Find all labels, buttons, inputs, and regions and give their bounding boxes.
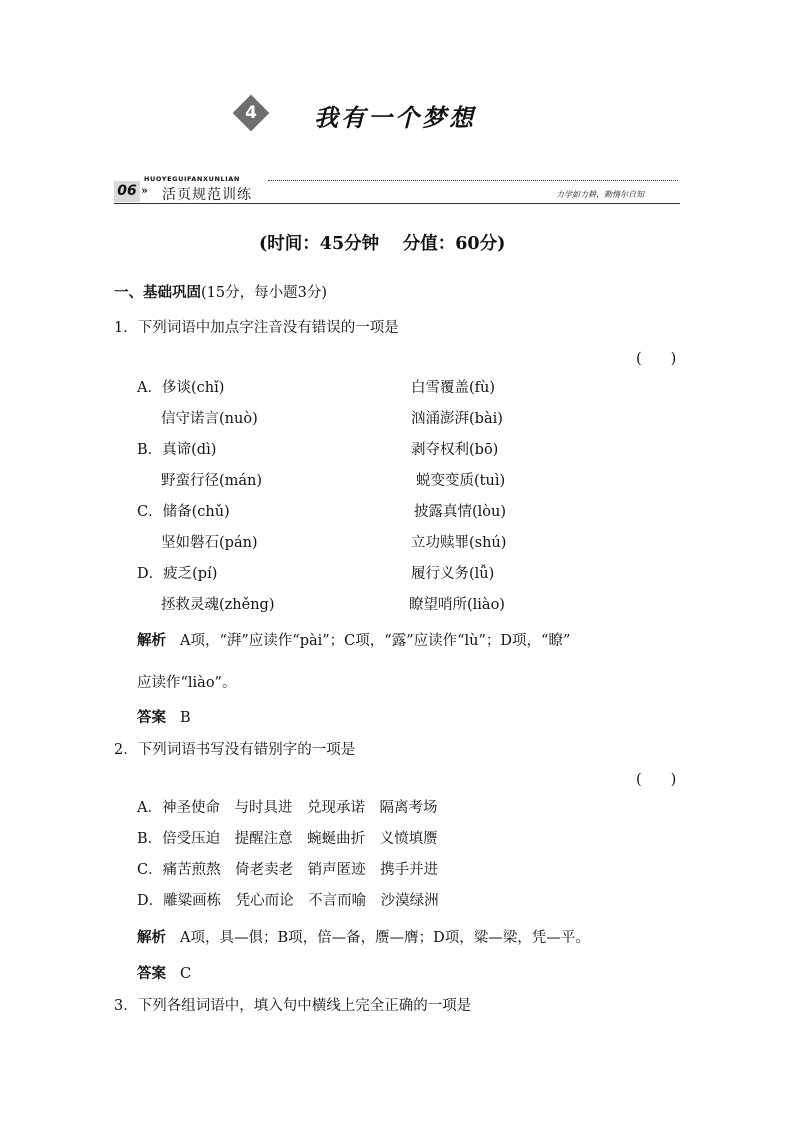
chapter-number: 4 [245,103,257,123]
q2-option-d: D．雕粱画栋 凭心而论 不言而喻 沙漠绿洲 [137,893,439,909]
q3-stem: 3．下列各组词语中，填入句中横线上完全正确的一项是 [114,998,472,1014]
q1-analysis-line2: 应读作“liào”。 [137,675,237,691]
q1-option-d-1: D．疲乏(pí) [137,566,218,582]
q1-option-a-1: A．侈谈(chǐ) [137,380,225,396]
exam-info: (时间：45分钟 分值：60分) [259,234,506,254]
q2-analysis [137,926,590,947]
section-pinyin: HUOYEGUIFANXUNLIAN [144,175,240,183]
section-code: 06 [114,181,140,202]
chevron-right-icon: » [141,184,148,197]
q1-option-c-3: 坚如磐石(pán) [161,535,258,551]
q1-analysis-line1: A项，“湃”应读作“pài”；C项，“露”应读作“lù”；D项，“瞭” [180,633,571,649]
q2-answer-label: 答案 [137,965,166,982]
q1-option-a-3: 信守诺言(nuò) [161,411,258,427]
q1-answer-value: B [180,710,191,726]
q2-analysis-text: A项，具—俱；B项，倍—备，赝—膺；D项，粱—梁，凭—平。 [180,930,590,946]
q1-option-b-2: 剥夺权利(bō) [411,442,499,458]
q2-answer-value: C [180,966,192,982]
q1-answer [137,706,191,727]
q1-answer-label: 答案 [137,709,166,726]
q1-option-d-4: 瞭望哨所(liào) [409,597,505,613]
q1-option-a-4: 汹涌澎湃(bài) [411,411,503,427]
q1-option-c-2: 披露真情(lòu) [414,504,507,520]
q1-option-d-3: 拯救灵魂(zhěng) [161,597,275,613]
q1-option-c-1: C．储备(chǔ) [137,504,230,520]
q2-option-a: A．神圣使命 与时具进 兑现承诺 隔离考场 [137,800,438,816]
q2-stem: 2．下列词语书写没有错别字的一项是 [114,742,356,758]
q1-stem: 1．下列词语中加点字注音没有错误的一项是 [114,320,399,336]
q1-option-c-4: 立功赎罪(shú) [411,535,507,551]
q1-answer-paren: ( ) [636,351,677,367]
q2-answer-paren: ( ) [636,772,677,788]
q1-option-b-4: 蜕变变质(tuì) [416,473,506,489]
q2-analysis-label: 解析 [137,929,166,946]
banner-dotted-line [268,180,678,181]
q2-option-c: C．痛苦煎熬 倚老卖老 销声匿迹 携手并进 [137,862,439,878]
q1-option-d-2: 履行义务(lǚ) [411,566,495,582]
q1-option-b-1: B．真谛(dì) [137,442,217,458]
q1-analysis [137,629,570,650]
q1-option-b-3: 野蛮行径(mán) [161,473,263,489]
page-title: 我有一个梦想 [314,103,476,132]
section-heading-detail: (15分，每小题3分) [201,285,327,301]
section-heading-label: 一、基础巩固 [114,284,201,301]
q1-analysis-label: 解析 [137,632,166,649]
q2-option-b: B．倍受压迫 提醒注意 蜿蜒曲折 义愤填赝 [137,831,438,847]
section-motto: 力学如力耕，勤惰尔自知 [556,190,644,199]
section-label: 活页规范训练 [162,187,252,203]
section-heading [114,281,327,302]
q2-answer [137,962,191,983]
banner-divider [114,203,680,204]
q1-option-a-2: 白雪覆盖(fù) [411,380,496,396]
